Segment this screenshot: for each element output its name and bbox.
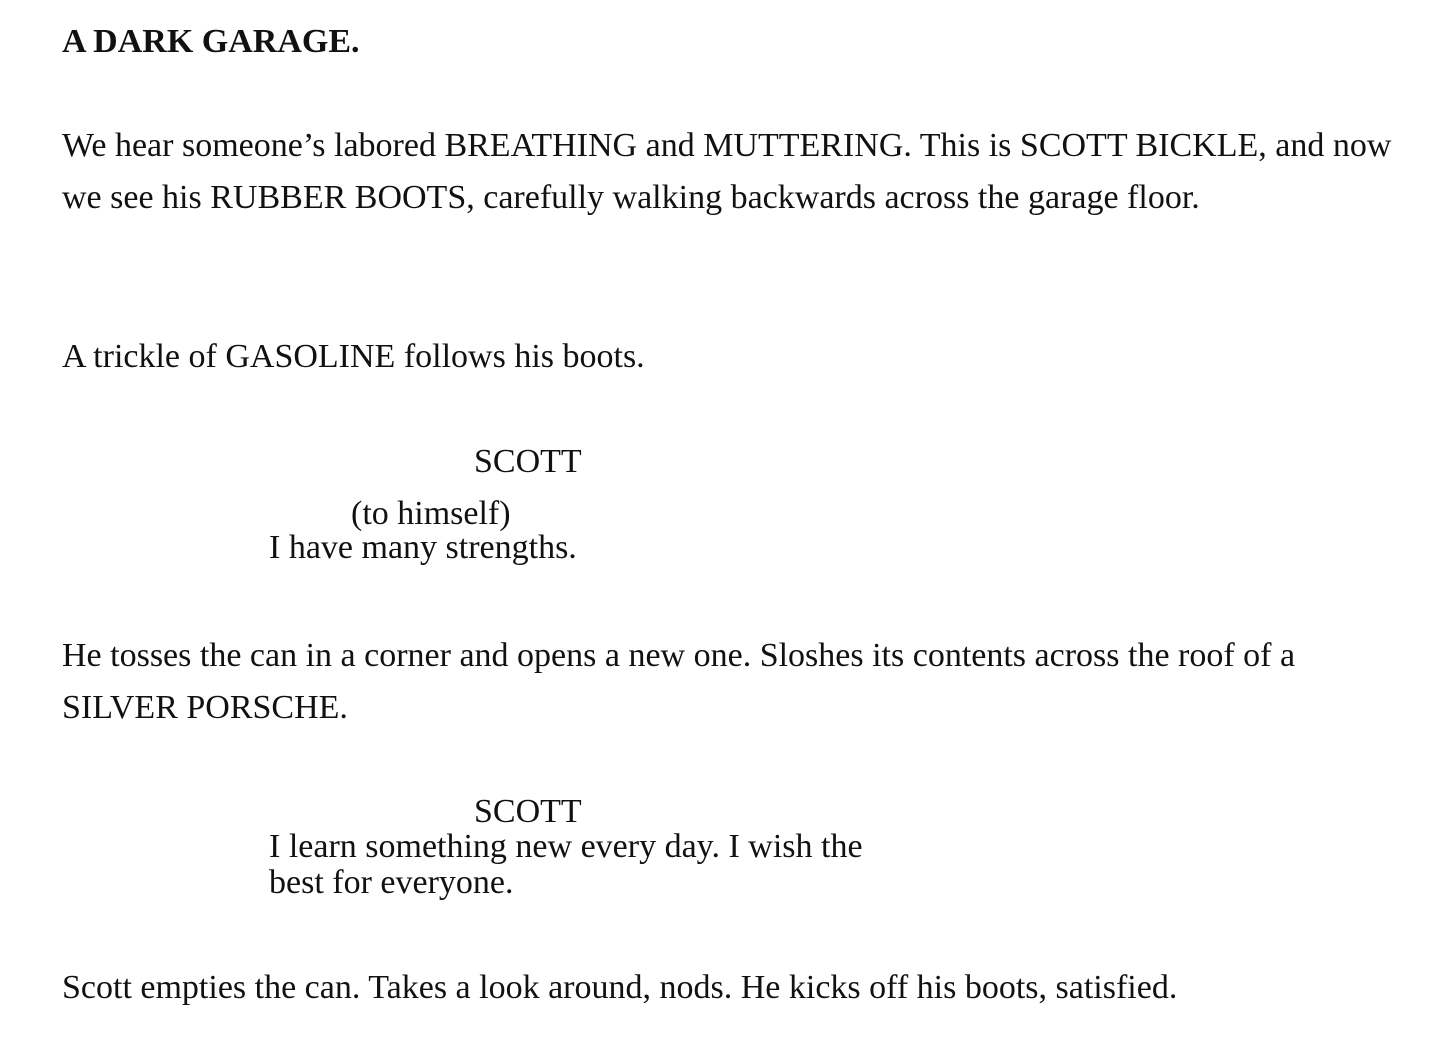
- action-paragraph-gasoline: A trickle of GASOLINE follows his boots.: [62, 338, 645, 375]
- action-paragraph-porsche: He tosses the can in a corner and opens a new one. Sloshes its contents across the roof of a SILVER PORSCHE.: [62, 637, 1296, 726]
- scene-heading: A DARK GARAGE.: [62, 23, 360, 60]
- dialogue-line: [269, 829, 969, 901]
- dialogue-line-1: I learn something new every day. I wish the: [269, 828, 863, 865]
- parenthetical: (to himself): [351, 495, 511, 532]
- action-paragraph-breathing: We hear someone’s labored BREATHING and MUTTERING. This is SCOTT BICKLE, and now we see his RUBBER BOOTS, carefully walking backwards across the garage floor.: [62, 127, 1392, 216]
- dialogue-line-2: best for everyone.: [269, 864, 514, 901]
- action-paragraph-empties-can: Scott empties the can. Takes a look around, nods. He kicks off his boots, satisfied.: [62, 969, 1178, 1006]
- character-name: SCOTT: [474, 793, 582, 830]
- character-name: SCOTT: [474, 443, 582, 480]
- dialogue-line: I have many strengths.: [269, 529, 577, 566]
